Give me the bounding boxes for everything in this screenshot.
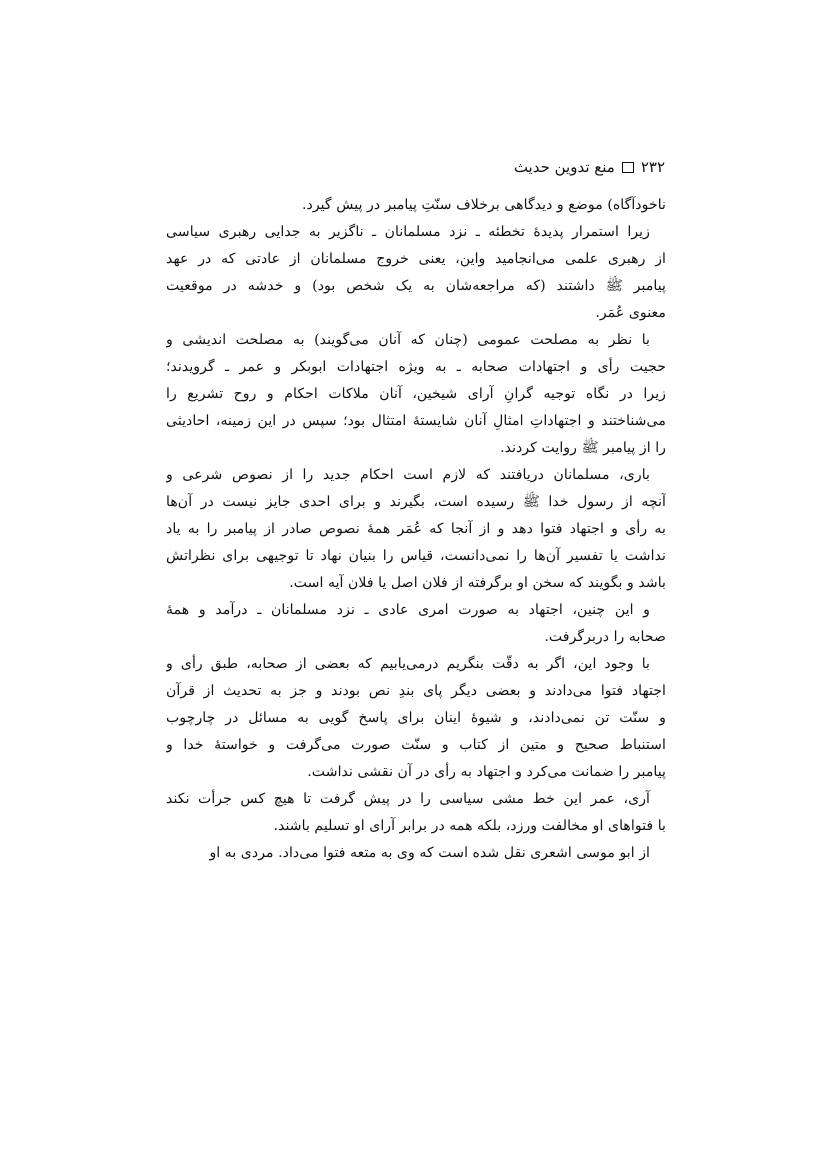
text-line: و این چنین، اجتهاد به صورت امری عادی ـ نزد مسلمانان ـ درآمد و همۀ bbox=[166, 602, 650, 618]
text-line: صحابه را دربرگرفت. bbox=[544, 629, 666, 645]
text-line: با نظر به مصلحت عمومی (چنان که آنان می‌گویند) به مصلحت اندیشی و bbox=[166, 332, 650, 348]
paragraph bbox=[166, 597, 666, 651]
text-line: پیامبر ﷺ داشتند (که مراجعه‌شان به یک شخص بود) و خدشه در موقعیت bbox=[166, 278, 666, 294]
text-line: اجتهاد فتوا می‌دادند و بعضی دیگر پای بندِ نص بودند و جز به تحدیث از قرآن bbox=[166, 683, 666, 699]
paragraph bbox=[166, 786, 666, 840]
paragraph bbox=[166, 651, 666, 786]
text-line: پیامبر را ضمانت می‌کرد و اجتهاد به رأی در آن نقشی نداشت. bbox=[307, 764, 666, 780]
text-line: آنچه از رسول خدا ﷺ رسیده است، بگیرند و برای احدی جایز نیست در آن‌ها bbox=[166, 494, 666, 510]
text-line: استنباط صحیح و متین از کتاب و سنّت صورت می‌گرفت و خواستۀ خدا و bbox=[166, 737, 666, 753]
paragraph bbox=[166, 840, 666, 867]
text-line: به رأی و اجتهاد فتوا دهد و از آنجا که عُمَر همۀ نصوص صادر از پیامبر را به یاد bbox=[166, 521, 666, 537]
text-line: آری، عمر این خط مشی سیاسی را در پیش گرفت تا هیچ کس جرأت نکند bbox=[166, 791, 650, 807]
text-line: را از پیامبر ﷺ روایت کردند. bbox=[500, 440, 666, 456]
paragraph bbox=[166, 462, 666, 597]
text-line: ناخودآگاه) موضع و دیدگاهی برخلاف سنّتِ پیامبر در پیش گیرد. bbox=[302, 197, 666, 213]
running-title: منع تدوین حدیث bbox=[513, 158, 615, 176]
body-text bbox=[166, 192, 666, 867]
text-line: از ابو موسی اشعری نقل شده است که وی به متعه فتوا می‌داد. مردی به او bbox=[209, 845, 650, 861]
paragraph bbox=[166, 327, 666, 462]
page-header bbox=[160, 158, 665, 176]
text-line: باری، مسلمانان دریافتند که لازم است احکام جدید را از نصوص شرعی و bbox=[166, 467, 650, 483]
paragraph bbox=[166, 192, 666, 219]
text-line: زیرا استمرار پدیدۀ تخطئه ـ نزد مسلمانان ـ ناگزیر به جدایی رهبری سیاسی bbox=[166, 224, 650, 240]
text-line: معنوی عُمَر. bbox=[595, 305, 666, 321]
text-line: نداشت یا تفسیر آن‌ها را نمی‌دانست، قیاس را بنیان نهاد تا توجیهی برای نظراتش bbox=[166, 548, 666, 564]
text-line: باشد و بگویند که سخن او برگرفته از فلان اصل یا فلان آیه است. bbox=[289, 575, 666, 591]
text-line: از رهبری علمی می‌انجامید واین، یعنی خروج مسلمانان از عادتی که در عهد bbox=[166, 251, 666, 267]
text-line: حجیت رأی و اجتهادات صحابه ـ به ویژه اجتهادات ابوبکر و عمر ـ گرویدند؛ bbox=[166, 359, 666, 375]
text-line: با فتواهای او مخالفت ورزد، بلکه همه در برابر آرای او تسلیم باشند. bbox=[273, 818, 666, 834]
text-line: زیرا در نگاه توجیه گرانِ آرای شیخین، آنان ملاکات احکام و روح تشریع را bbox=[166, 386, 666, 402]
paragraph bbox=[166, 219, 666, 327]
square-icon bbox=[622, 162, 634, 173]
text-line: و سنّت تن نمی‌دادند، و شیوۀ اینان برای پاسخ گویی به مسائل در چارچوب bbox=[166, 710, 666, 726]
text-line: می‌شناختند و اجتهاداتِ امثالِ آنان شایستۀ امتثال بود؛ سپس در این زمینه، احادیثی bbox=[166, 413, 666, 429]
page-number: ۲۳۲ bbox=[640, 158, 665, 176]
text-line: با وجود این، اگر به دقّت بنگریم درمی‌یابیم که بعضی از صحابه، طبق رأی و bbox=[166, 656, 650, 672]
